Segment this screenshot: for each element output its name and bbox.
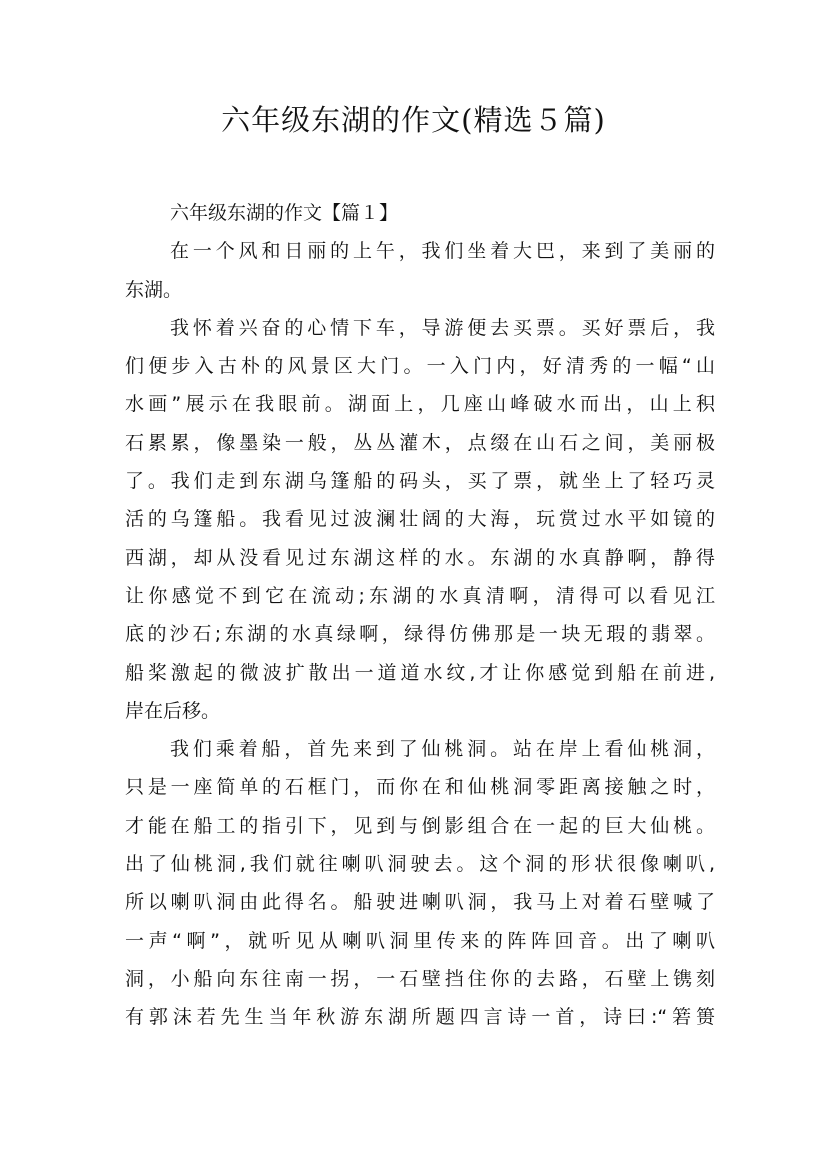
text-line: 只是一座简单的石框门，而你在和仙桃洞零距离接触之时， xyxy=(125,776,715,799)
text-line: 船桨激起的微波扩散出一道道水纹,才让你感觉到船在前进, xyxy=(125,661,715,684)
text-line: 让你感觉不到它在流动;东湖的水真清啊，清得可以看见江 xyxy=(125,584,715,607)
text-line: 石累累，像墨染一般，丛丛灌木，点缀在山石之间，美丽极 xyxy=(125,431,715,454)
document-body xyxy=(125,194,715,1037)
text-line: 活的乌篷船。我看见过波澜壮阔的大海，玩赏过水平如镜的 xyxy=(125,508,715,531)
text-line: 底的沙石;东湖的水真绿啊，绿得仿佛那是一块无瑕的翡翠。 xyxy=(125,623,715,646)
text-line: 东湖。 xyxy=(125,278,183,301)
text-line: 有郭沫若先生当年秋游东湖所题四言诗一首，诗曰:“箬篑 xyxy=(125,1006,715,1029)
paragraph-1 xyxy=(125,232,715,309)
section-heading: 六年级东湖的作文【篇１】 xyxy=(170,202,399,224)
paragraph-3 xyxy=(125,730,715,1036)
text-line: 岸在后移。 xyxy=(125,699,221,722)
text-line: 水画”展示在我眼前。湖面上，几座山峰破水而出，山上积 xyxy=(125,393,715,416)
document-title: 六年级东湖的作文(精选５篇) xyxy=(221,103,606,137)
paragraph-2 xyxy=(125,309,715,730)
text-line: 才能在船工的指引下，见到与倒影组合在一起的巨大仙桃。 xyxy=(125,814,715,837)
text-line: 出了仙桃洞,我们就往喇叭洞驶去。这个洞的形状很像喇叭, xyxy=(125,853,715,876)
text-line: 洞，小船向东往南一拐，一石壁挡住你的去路，石壁上镌刻 xyxy=(125,967,715,990)
text-line: 我们乘着船，首先来到了仙桃洞。站在岸上看仙桃洞， xyxy=(170,738,715,761)
text-line: 西湖，却从没看见过东湖这样的水。东湖的水真静啊，静得 xyxy=(125,546,715,569)
text-line: 我怀着兴奋的心情下车，导游便去买票。买好票后，我 xyxy=(170,316,715,339)
text-line: 在一个风和日丽的上午，我们坐着大巴，来到了美丽的 xyxy=(170,240,715,263)
text-line: 们便步入古朴的风景区大门。一入门内，好清秀的一幅“山 xyxy=(125,355,715,378)
text-line: 所以喇叭洞由此得名。船驶进喇叭洞，我马上对着石壁喊了 xyxy=(125,891,715,914)
text-line: 了。我们走到东湖乌篷船的码头，买了票，就坐上了轻巧灵 xyxy=(125,470,715,493)
text-line: 一声“啊”，就听见从喇叭洞里传来的阵阵回音。出了喇叭 xyxy=(125,929,715,952)
